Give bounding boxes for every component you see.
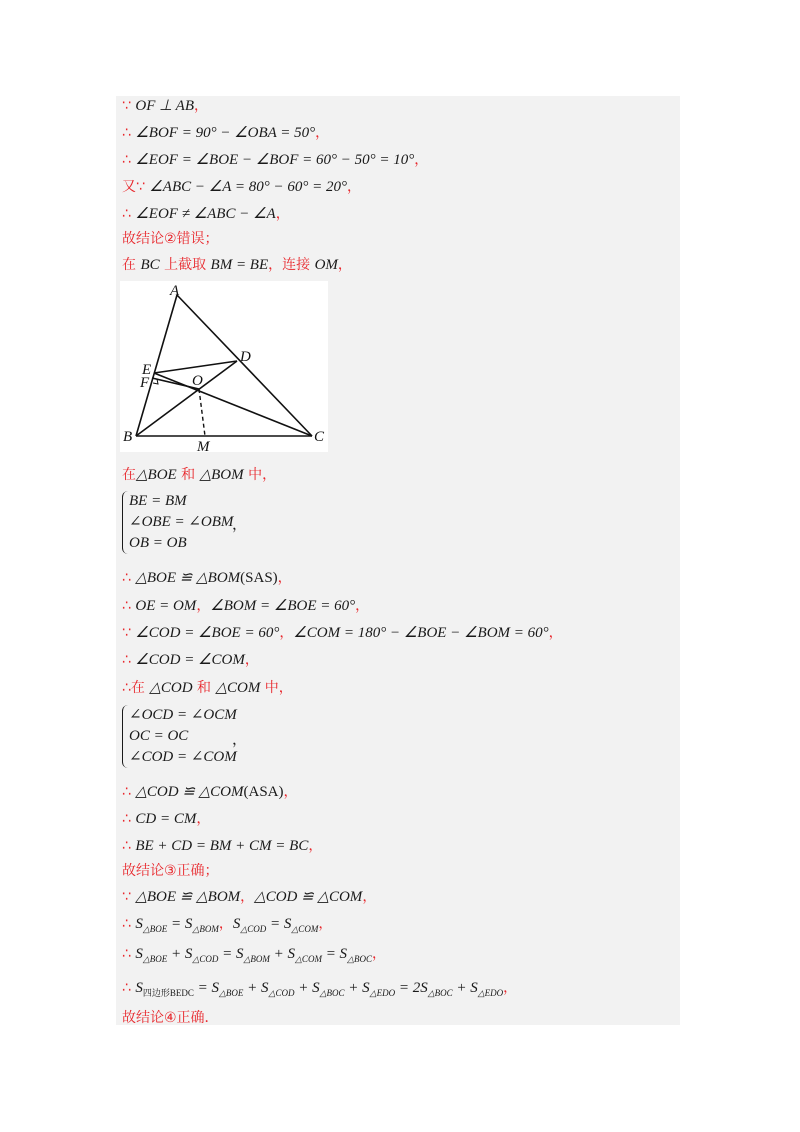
step-triangles-2: ∴在 △COD 和 △COM 中， xyxy=(122,680,293,696)
label-B: B xyxy=(123,429,133,445)
step-1: ∵ OF ⊥ AB， xyxy=(122,98,208,114)
step-16: ∴ BE + CD = BM + CM = BC， xyxy=(122,838,323,854)
system-1-comma: ， xyxy=(232,517,248,533)
conclusion-3: 故结论③正确； xyxy=(122,863,219,879)
step-18: ∵ △BOE ≌ △BOM，△COD ≌ △COM， xyxy=(122,889,377,905)
system-2: ∠OCD = ∠OCM OC = OC ∠COD = ∠COM xyxy=(122,705,237,768)
step-9: ∴ △BOE ≌ △BOM(SAS)， xyxy=(122,570,292,586)
step-triangles-1: 在△BOE 和 △BOM 中， xyxy=(122,467,277,483)
label-D: D xyxy=(240,349,251,365)
step-2: ∴ ∠BOF = 90° − ∠OBA = 50°， xyxy=(122,125,330,141)
conclusion-2: 故结论②错误； xyxy=(122,231,219,247)
label-F: F xyxy=(140,375,150,391)
step-20: ∴ $S_{\triangle BOE} + S_{\triangle COD} = S_{\triangle BOM} + S_{\triangle COM} = S_{\triangle BOC}$， xyxy=(122,946,386,964)
system-2-comma: ， xyxy=(232,732,248,748)
step-construct: 在 BC 上截取 BM = BE，连接 OM， xyxy=(122,257,352,273)
step-5: ∴ ∠EOF ≠ ∠ABC − ∠A， xyxy=(122,206,290,222)
step-19: ∴ $S_{\triangle BOE} = S_{\triangle BOM}$，$S_{\triangle COD} = S_{\triangle COM}$， xyxy=(122,916,333,934)
step-21: ∴ $S_{四边形BEDC} = S_{\triangle BOE} + S_{\triangle COD} + S_{\triangle BOC} + S_{\triangle EDO} = 2S_{\triangle BOC} + S_{\triangle EDO}$， xyxy=(122,980,518,998)
segment-OM xyxy=(199,389,205,436)
conclusion-4: 故结论④正确． xyxy=(122,1010,219,1026)
segment-AC xyxy=(177,295,312,436)
right-angle-mark xyxy=(153,379,158,384)
label-C: C xyxy=(314,429,325,445)
step-14: ∴ △COD ≌ △COM(ASA)， xyxy=(122,784,298,800)
step-15: ∴ CD = CM， xyxy=(122,811,211,827)
step-11: ∵ ∠COD = ∠BOE = 60°，∠COM = 180° − ∠BOE − ∠BOM = 60°， xyxy=(122,625,563,641)
system-1: BE = BM ∠OBE = ∠OBM OB = OB xyxy=(122,491,233,554)
label-O: O xyxy=(192,373,203,389)
label-A: A xyxy=(170,283,180,299)
step-10: ∴ OE = OM，∠BOM = ∠BOE = 60°， xyxy=(122,598,370,614)
step-3: ∴ ∠EOF = ∠BOE − ∠BOF = 60° − 50° = 10°， xyxy=(122,152,429,168)
step-12: ∴ ∠COD = ∠COM， xyxy=(122,652,259,668)
geometry-figure xyxy=(120,281,328,452)
step-4: 又∵ ∠ABC − ∠A = 80° − 60° = 20°， xyxy=(122,179,361,195)
label-M: M xyxy=(197,439,210,452)
label-E: E xyxy=(142,362,152,378)
